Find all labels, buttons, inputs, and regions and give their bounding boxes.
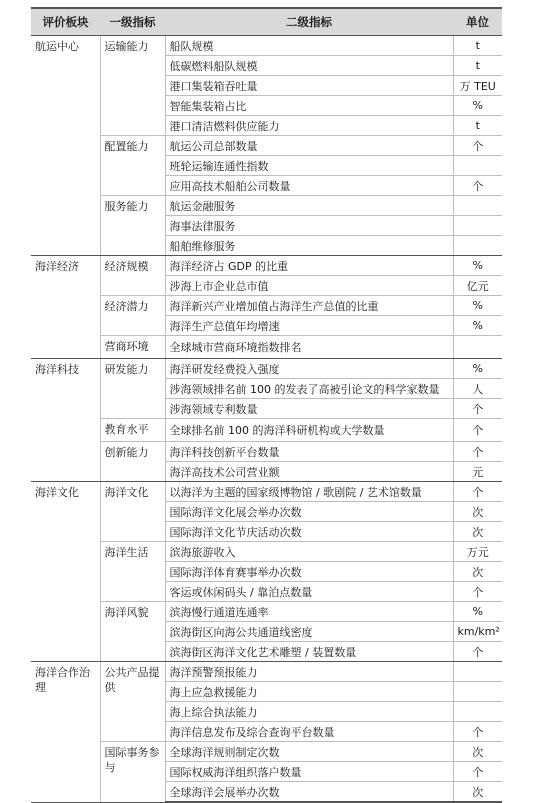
level1-indicator-cell: 经济潜力	[100, 296, 165, 336]
evaluation-indicator-table	[31, 7, 502, 803]
table-row	[31, 296, 502, 316]
unit-cell	[453, 196, 502, 216]
unit-cell	[453, 702, 502, 722]
unit-cell: %	[453, 96, 502, 116]
level1-indicator-cell: 服务能力	[100, 196, 165, 256]
level1-indicator-cell: 营商环境	[100, 336, 165, 359]
level2-indicator-cell: 全球排名前 100 的海洋科研机构或大学数量	[165, 419, 453, 442]
evaluation-section-cell: 航运中心	[31, 36, 100, 256]
level1-indicator-cell: 配置能力	[100, 136, 165, 196]
unit-cell: t	[453, 116, 502, 136]
table-row	[31, 662, 502, 682]
unit-cell: km/km²	[453, 622, 502, 642]
level2-indicator-cell: 低碳燃料船队规模	[165, 56, 453, 76]
level2-indicator-cell: 海上应急救援能力	[165, 682, 453, 702]
level2-indicator-cell: 班轮运输连通性指数	[165, 156, 453, 176]
level2-indicator-cell: 船队规模	[165, 36, 453, 56]
unit-cell: %	[453, 296, 502, 316]
table-row	[31, 196, 502, 216]
level2-indicator-cell: 应用高技术船舶公司数量	[165, 176, 453, 196]
unit-cell: 个	[453, 176, 502, 196]
level1-indicator-cell: 教育水平	[100, 419, 165, 442]
unit-cell	[453, 336, 502, 359]
level2-indicator-cell: 港口集装箱吞吐量	[165, 76, 453, 96]
table-row	[31, 482, 502, 502]
table-row	[31, 442, 502, 462]
level2-indicator-cell: 全球海洋会展举办次数	[165, 782, 453, 803]
level2-indicator-cell: 国际权威海洋组织落户数量	[165, 762, 453, 782]
unit-cell: 亿元	[453, 276, 502, 296]
table-row	[31, 256, 502, 276]
unit-cell: 个	[453, 399, 502, 419]
unit-cell: 个	[453, 722, 502, 742]
unit-cell	[453, 216, 502, 236]
table-header	[31, 8, 502, 36]
level1-indicator-cell: 运输能力	[100, 36, 165, 136]
evaluation-section-cell: 海洋合作治理	[31, 662, 100, 803]
level2-indicator-cell: 海洋高技术公司营业额	[165, 462, 453, 482]
level2-indicator-cell: 船舶维修服务	[165, 236, 453, 256]
unit-cell: 万元	[453, 542, 502, 562]
level1-indicator-cell: 创新能力	[100, 442, 165, 482]
level2-indicator-cell: 滨海旅游收入	[165, 542, 453, 562]
unit-cell: %	[453, 316, 502, 336]
level1-indicator-cell: 公共产品提供	[100, 662, 165, 742]
level2-indicator-cell: 海洋信息发布及综合查询平台数量	[165, 722, 453, 742]
level2-indicator-cell: 海洋研发经费投入强度	[165, 359, 453, 379]
level2-indicator-cell: 海上综合执法能力	[165, 702, 453, 722]
level2-indicator-cell: 全球城市营商环境指数排名	[165, 336, 453, 359]
level2-indicator-cell: 海洋预警预报能力	[165, 662, 453, 682]
table-row	[31, 542, 502, 562]
level2-indicator-cell: 滨海慢行通道连通率	[165, 602, 453, 622]
unit-cell: 个	[453, 482, 502, 502]
table-body	[31, 36, 502, 803]
unit-cell: 万 TEU	[453, 76, 502, 96]
unit-cell: t	[453, 56, 502, 76]
unit-cell: 次	[453, 522, 502, 542]
level2-indicator-cell: 涉海上市企业总市值	[165, 276, 453, 296]
unit-cell: 个	[453, 136, 502, 156]
unit-cell: %	[453, 359, 502, 379]
unit-cell: t	[453, 36, 502, 56]
level2-indicator-cell: 航运公司总部数量	[165, 136, 453, 156]
unit-cell	[453, 682, 502, 702]
level2-indicator-cell: 智能集装箱占比	[165, 96, 453, 116]
level2-indicator-cell: 客运或休闲码头 / 靠泊点数量	[165, 582, 453, 602]
level2-indicator-cell: 航运金融服务	[165, 196, 453, 216]
level2-indicator-cell: 国际海洋文化节庆活动次数	[165, 522, 453, 542]
header-evaluation-section: 评价板块	[31, 8, 100, 36]
table-row	[31, 419, 502, 442]
evaluation-section-cell: 海洋文化	[31, 482, 100, 662]
evaluation-section-cell: 海洋经济	[31, 256, 100, 359]
header-level1-indicator: 一级指标	[100, 8, 165, 36]
unit-cell: 个	[453, 582, 502, 602]
level2-indicator-cell: 海洋新兴产业增加值占海洋生产总值的比重	[165, 296, 453, 316]
level2-indicator-cell: 海事法律服务	[165, 216, 453, 236]
unit-cell	[453, 662, 502, 682]
level2-indicator-cell: 国际海洋体育赛事举办次数	[165, 562, 453, 582]
unit-cell: 次	[453, 502, 502, 522]
unit-cell: 个	[453, 762, 502, 782]
level2-indicator-cell: 涉海领域排名前 100 的发表了高被引论文的科学家数量	[165, 379, 453, 399]
unit-cell: 人	[453, 379, 502, 399]
level1-indicator-cell: 海洋生活	[100, 542, 165, 602]
level1-indicator-cell: 海洋文化	[100, 482, 165, 542]
level2-indicator-cell: 海洋生产总值年均增速	[165, 316, 453, 336]
level2-indicator-cell: 港口清洁燃料供应能力	[165, 116, 453, 136]
table-row	[31, 742, 502, 762]
level2-indicator-cell: 全球海洋规则制定次数	[165, 742, 453, 762]
header-unit: 单位	[453, 8, 502, 36]
level2-indicator-cell: 海洋经济占 GDP 的比重	[165, 256, 453, 276]
table-row	[31, 136, 502, 156]
level2-indicator-cell: 涉海领域专利数量	[165, 399, 453, 419]
table-row	[31, 359, 502, 379]
table-row	[31, 336, 502, 359]
unit-cell: 次	[453, 742, 502, 762]
level2-indicator-cell: 滨海街区向海公共通道线密度	[165, 622, 453, 642]
table-row	[31, 602, 502, 622]
unit-cell: %	[453, 256, 502, 276]
table-row	[31, 36, 502, 56]
unit-cell: 个	[453, 442, 502, 462]
indicator-table-container	[31, 7, 502, 803]
level2-indicator-cell: 滨海街区海洋文化艺术雕塑 / 装置数量	[165, 642, 453, 662]
level1-indicator-cell: 海洋风貌	[100, 602, 165, 662]
unit-cell: 元	[453, 462, 502, 482]
level1-indicator-cell: 国际事务参与	[100, 742, 165, 803]
level2-indicator-cell: 海洋科技创新平台数量	[165, 442, 453, 462]
unit-cell: 次	[453, 562, 502, 582]
unit-cell: 个	[453, 642, 502, 662]
level2-indicator-cell: 以海洋为主题的国家级博物馆 / 歌剧院 / 艺术馆数量	[165, 482, 453, 502]
unit-cell	[453, 156, 502, 176]
header-level2-indicator: 二级指标	[165, 8, 453, 36]
evaluation-section-cell: 海洋科技	[31, 359, 100, 482]
level2-indicator-cell: 国际海洋文化展会举办次数	[165, 502, 453, 522]
level1-indicator-cell: 研发能力	[100, 359, 165, 419]
level1-indicator-cell: 经济规模	[100, 256, 165, 296]
unit-cell: 次	[453, 782, 502, 803]
unit-cell: %	[453, 602, 502, 622]
unit-cell: 个	[453, 419, 502, 442]
unit-cell	[453, 236, 502, 256]
